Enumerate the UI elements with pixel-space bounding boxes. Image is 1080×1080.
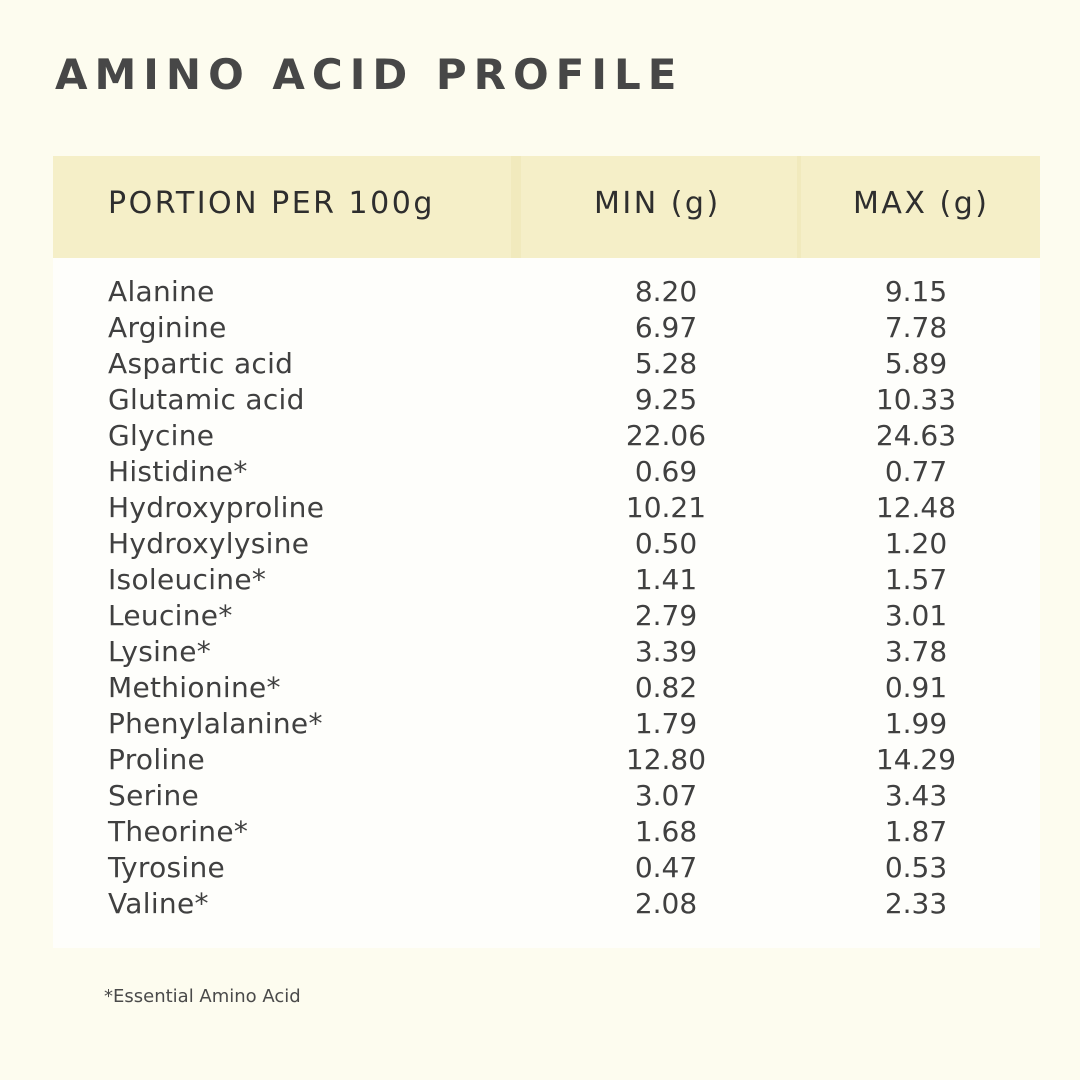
page-title: AMINO ACID PROFILE (55, 50, 684, 99)
table-row (53, 274, 1040, 310)
min-value: 0.82 (634, 671, 698, 704)
min-value: 1.79 (634, 707, 698, 740)
max-value: 2.33 (884, 887, 948, 920)
amino-acid-name: Theorine* (108, 815, 249, 848)
amino-acid-name: Tyrosine (108, 851, 226, 884)
header-divider (797, 156, 801, 258)
amino-acid-name: Phenylalanine* (108, 707, 323, 740)
min-value: 0.69 (634, 455, 698, 488)
header-portion: PORTION PER 100g (108, 186, 435, 221)
table-row (53, 526, 1040, 562)
min-value: 5.28 (634, 347, 698, 380)
max-value: 10.33 (875, 383, 957, 416)
table-row (53, 382, 1040, 418)
min-value: 22.06 (625, 419, 707, 452)
min-value: 12.80 (625, 743, 707, 776)
min-value: 6.97 (634, 311, 698, 344)
min-value: 3.39 (634, 635, 698, 668)
amino-acid-name: Leucine* (108, 599, 233, 632)
table-row (53, 418, 1040, 454)
table-row (53, 598, 1040, 634)
table-body (53, 258, 1040, 948)
min-value: 10.21 (625, 491, 707, 524)
max-value: 7.78 (884, 311, 948, 344)
table-row (53, 742, 1040, 778)
amino-acid-name: Lysine* (108, 635, 212, 668)
min-value: 0.47 (634, 851, 698, 884)
max-value: 0.53 (884, 851, 948, 884)
max-value: 1.99 (884, 707, 948, 740)
min-value: 3.07 (634, 779, 698, 812)
amino-acid-name: Isoleucine* (108, 563, 267, 596)
max-value: 1.20 (884, 527, 948, 560)
table-row (53, 346, 1040, 382)
amino-acid-name: Alanine (108, 275, 215, 308)
min-value: 2.79 (634, 599, 698, 632)
table-row (53, 814, 1040, 850)
table-row (53, 886, 1040, 922)
amino-acid-name: Glycine (108, 419, 215, 452)
max-value: 3.01 (884, 599, 948, 632)
max-value: 5.89 (884, 347, 948, 380)
table-header (53, 156, 1040, 258)
header-max: MAX (g) (853, 186, 990, 221)
amino-acid-name: Hydroxylysine (108, 527, 310, 560)
table-row (53, 454, 1040, 490)
amino-acid-name: Hydroxyproline (108, 491, 325, 524)
amino-acid-name: Aspartic acid (108, 347, 294, 380)
header-min: MIN (g) (594, 186, 721, 221)
max-value: 3.78 (884, 635, 948, 668)
table-row (53, 778, 1040, 814)
max-value: 14.29 (875, 743, 957, 776)
max-value: 9.15 (884, 275, 948, 308)
max-value: 1.87 (884, 815, 948, 848)
amino-acid-name: Proline (108, 743, 206, 776)
footnote: *Essential Amino Acid (104, 986, 301, 1007)
amino-acid-name: Glutamic acid (108, 383, 305, 416)
min-value: 9.25 (634, 383, 698, 416)
table-row (53, 310, 1040, 346)
min-value: 1.41 (634, 563, 698, 596)
amino-acid-name: Serine (108, 779, 200, 812)
max-value: 1.57 (884, 563, 948, 596)
max-value: 0.91 (884, 671, 948, 704)
amino-acid-name: Methionine* (108, 671, 281, 704)
min-value: 0.50 (634, 527, 698, 560)
header-divider (511, 156, 521, 258)
min-value: 8.20 (634, 275, 698, 308)
min-value: 1.68 (634, 815, 698, 848)
max-value: 0.77 (884, 455, 948, 488)
amino-acid-name: Histidine* (108, 455, 248, 488)
table-rows (53, 274, 1040, 922)
table-row (53, 490, 1040, 526)
table-row (53, 670, 1040, 706)
amino-acid-name: Valine* (108, 887, 209, 920)
table-row (53, 850, 1040, 886)
table-row (53, 634, 1040, 670)
amino-acid-name: Arginine (108, 311, 227, 344)
max-value: 24.63 (875, 419, 957, 452)
table-row (53, 706, 1040, 742)
max-value: 12.48 (875, 491, 957, 524)
min-value: 2.08 (634, 887, 698, 920)
table-row (53, 562, 1040, 598)
max-value: 3.43 (884, 779, 948, 812)
